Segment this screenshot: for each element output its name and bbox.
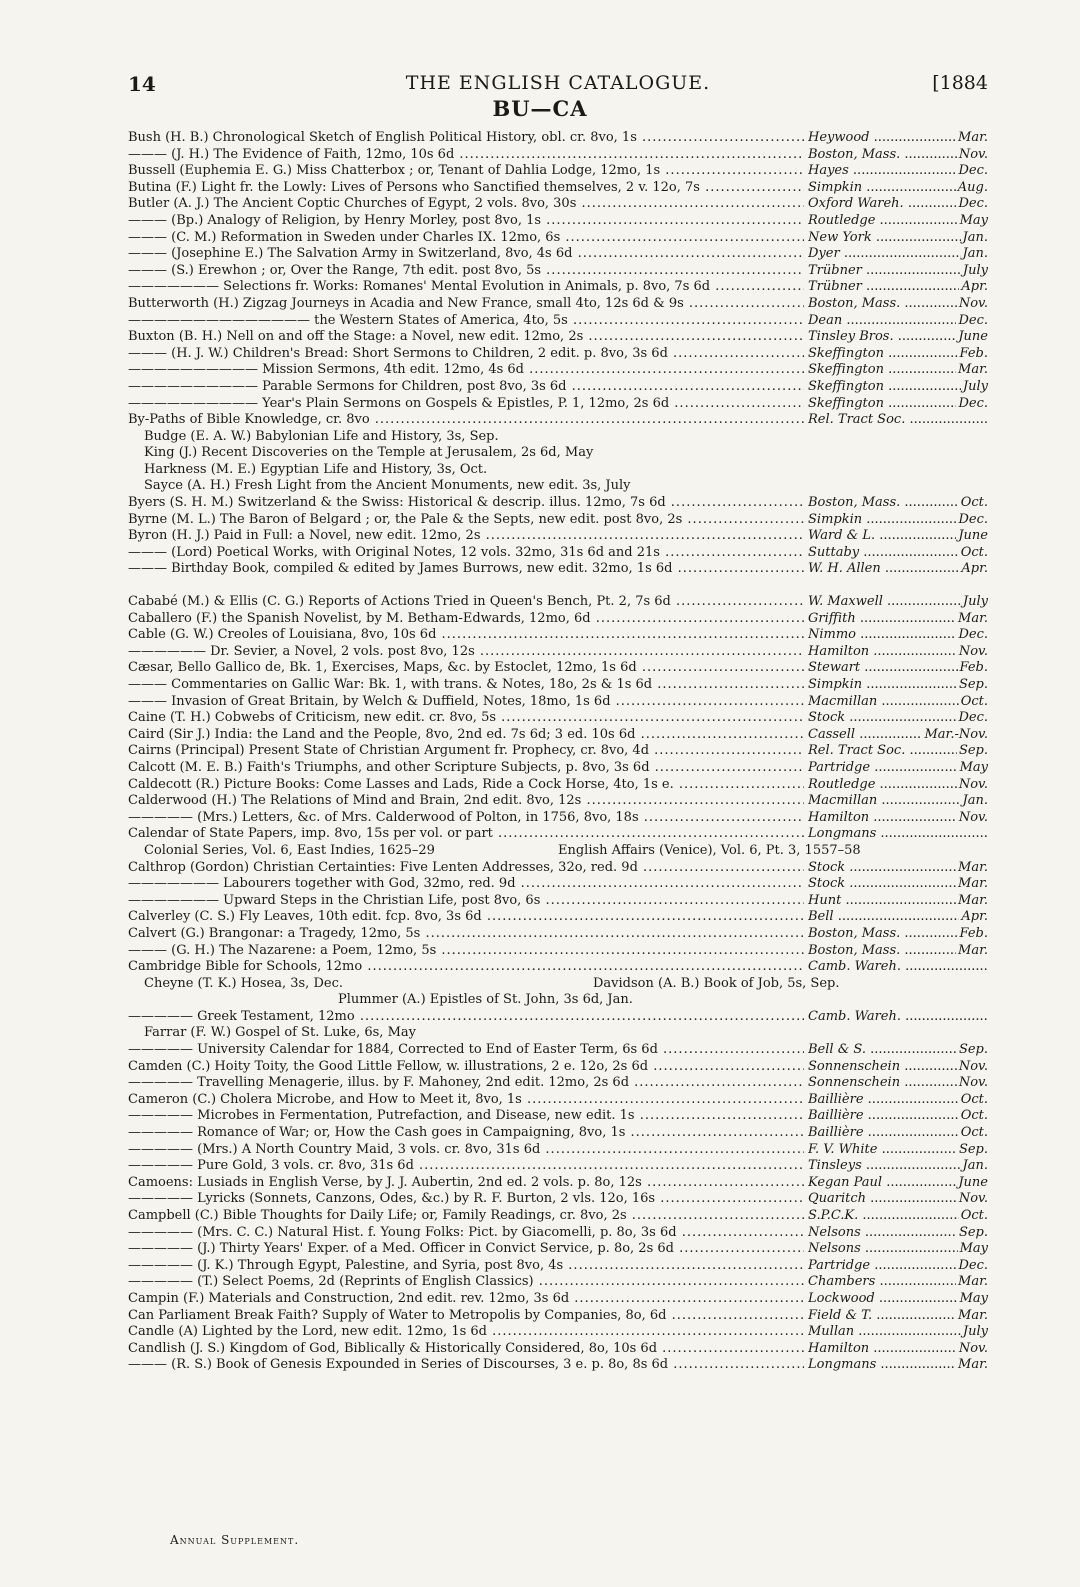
entry-title: ——— (S.) Erewhon ; or, Over the Range, 7th edit. post 8vo, 5s .....	[128, 263, 804, 280]
entry-publisher: Stock .....	[808, 860, 988, 877]
entry-month: Dec.	[958, 627, 988, 643]
entry-month: Nov.	[958, 643, 988, 659]
catalogue-entry	[128, 694, 988, 711]
entry-publisher: Bell .....	[808, 909, 988, 926]
catalogue-entry	[128, 1125, 988, 1142]
entry-title: —————— Dr. Sevier, a Novel, 2 vols. post 8vo, 12s .....	[128, 644, 804, 661]
entry-title: Caird (Sir J.) India: the Land and the People, 8vo, 2nd ed. 7s 6d; 3 ed. 10s 6d .....	[128, 727, 804, 744]
catalogue-entry	[128, 429, 988, 446]
entry-month: Jan.	[962, 1158, 988, 1174]
entry-month: May	[959, 1290, 988, 1306]
catalogue-entry	[128, 512, 988, 529]
entry-title: Candle (A) Lighted by the Lord, new edit. 12mo, 1s 6d .....	[128, 1324, 804, 1341]
entry-publisher: Hamilton .....	[808, 1341, 988, 1358]
catalogue-entry	[128, 130, 988, 147]
catalogue-entry	[128, 362, 988, 379]
entry-month: Mar.	[958, 1357, 988, 1373]
entry-publisher: Boston, Mass. .....	[808, 296, 988, 313]
entry-month: Oct.	[960, 1125, 988, 1141]
entry-month: July	[962, 1324, 988, 1340]
entry-title: ————— Microbes in Fermentation, Putrefaction, and Disease, new edit. 1s .....	[128, 1108, 804, 1125]
entry-publisher: Cassell .....	[808, 727, 988, 744]
sub-entry: Budge (E. A. W.) Babylonian Life and History, 3s, Sep.	[144, 428, 499, 444]
entry-title: Calthrop (Gordon) Christian Certainties: Five Lenten Addresses, 32o, red. 9d .....	[128, 860, 804, 877]
catalogue-entry	[128, 412, 988, 429]
entry-month: July	[962, 594, 988, 610]
catalogue-entry	[128, 329, 988, 346]
entry-title: Bush (H. B.) Chronological Sketch of English Political History, obl. cr. 8vo, 1s .....	[128, 130, 804, 147]
entry-title: Cambridge Bible for Schools, 12mo .....	[128, 959, 804, 976]
page-header	[128, 72, 988, 98]
entry-title: —————————————— the Western States of America, 4to, 5s .....	[128, 313, 804, 330]
entry-month: June	[958, 528, 988, 544]
entry-publisher: Hamilton .....	[808, 810, 988, 827]
entry-title: Bussell (Euphemia E. G.) Miss Chatterbox ; or, Tenant of Dahlia Lodge, 12mo, 1s .....	[128, 163, 804, 180]
entry-title: ————— (Mrs. C. C.) Natural Hist. f. Young Folks: Pict. by Giacomelli, p. 8o, 3s 6d .....	[128, 1225, 804, 1242]
entry-month: Mar.	[958, 892, 988, 908]
catalogue-entry	[128, 180, 988, 197]
entry-title: ————— University Calendar for 1884, Corrected to End of Easter Term, 6s 6d .....	[128, 1042, 804, 1059]
entry-publisher: Baillière .....	[808, 1108, 988, 1125]
catalogue-entry	[128, 147, 988, 164]
entry-list	[128, 130, 988, 1374]
entry-title: ————— Greek Testament, 12mo .....	[128, 1009, 804, 1026]
entry-title: ————— (Mrs.) A North Country Maid, 3 vols. cr. 8vo, 31s 6d .....	[128, 1142, 804, 1159]
sub-entry: Cheyne (T. K.) Hosea, 3s, Dec.	[144, 975, 343, 991]
catalogue-entry	[128, 909, 988, 926]
entry-title: Camoens: Lusiads in English Verse, by J. J. Aubertin, 2nd ed. 2 vols. p. 8o, 12s .....	[128, 1175, 804, 1192]
entry-publisher: Hayes .....	[808, 163, 988, 180]
section-heading: BU—CA	[492, 96, 588, 121]
entry-publisher: Oxford Wareh. .....	[808, 196, 988, 213]
entry-title: ————— Travelling Menagerie, illus. by F. Mahoney, 2nd edit. 12mo, 2s 6d .....	[128, 1075, 804, 1092]
catalogue-entry	[128, 1324, 988, 1341]
entry-publisher: W. Maxwell .....	[808, 594, 988, 611]
catalogue-entry	[128, 1042, 988, 1059]
entry-publisher: Kegan Paul .....	[808, 1175, 988, 1192]
entry-month: Mar.	[958, 362, 988, 378]
catalogue-entry	[128, 627, 988, 644]
catalogue-entry	[128, 893, 988, 910]
entry-month: Dec.	[958, 511, 988, 527]
entry-publisher: W. H. Allen .....	[808, 561, 988, 578]
entry-month: Mar.-Nov.	[924, 726, 988, 742]
entry-publisher: Camb. Wareh. .....	[808, 959, 988, 976]
entry-publisher: Baillière .....	[808, 1125, 988, 1142]
entry-month: Apr.	[961, 279, 988, 295]
entry-title: Calendar of State Papers, imp. 8vo, 15s per vol. or part .....	[128, 826, 804, 843]
entry-title: ————— Lyricks (Sonnets, Canzons, Odes, &c.) by R. F. Burton, 2 vls. 12o, 16s .....	[128, 1191, 804, 1208]
entry-publisher: Boston, Mass. .....	[808, 926, 988, 943]
entry-publisher: Stewart .....	[808, 660, 988, 677]
entry-month: Mar.	[958, 876, 988, 892]
entry-title: Campin (F.) Materials and Construction, 2nd edit. rev. 12mo, 3s 6d .....	[128, 1291, 804, 1308]
catalogue-entry	[128, 296, 988, 313]
entry-publisher: Longmans .....	[808, 1357, 988, 1374]
entry-publisher: Griffith .....	[808, 611, 988, 628]
entry-title: ————— Pure Gold, 3 vols. cr. 8vo, 31s 6d .....	[128, 1158, 804, 1175]
catalogue-entry	[128, 1092, 988, 1109]
entry-month: Jan.	[962, 229, 988, 245]
entry-title: —————————— Year's Plain Sermons on Gospels & Epistles, P. 1, 12mo, 2s 6d .....	[128, 396, 804, 413]
entry-month: Nov.	[958, 1340, 988, 1356]
sub-entry: Davidson (A. B.) Book of Job, 5s, Sep.	[593, 975, 840, 991]
entry-publisher: Boston, Mass. .....	[808, 943, 988, 960]
entry-publisher: Macmillan .....	[808, 694, 988, 711]
entry-month: Dec.	[958, 312, 988, 328]
catalogue-entry	[128, 230, 988, 247]
entry-title: Byron (H. J.) Paid in Full: a Novel, new edit. 12mo, 2s .....	[128, 528, 804, 545]
entry-title: Candlish (J. S.) Kingdom of God, Biblically & Historically Considered, 8o, 10s 6d .....	[128, 1341, 804, 1358]
entry-month: May	[959, 1241, 988, 1257]
catalogue-entry	[128, 777, 988, 794]
entry-title: Calderwood (H.) The Relations of Mind and Brain, 2nd edit. 8vo, 12s .....	[128, 793, 804, 810]
entry-title: ——— (C. M.) Reformation in Sweden under Charles IX. 12mo, 6s .....	[128, 230, 804, 247]
entry-month: Mar.	[958, 610, 988, 626]
entry-title: Campbell (C.) Bible Thoughts for Daily Life; or, Family Readings, cr. 8vo, 2s .....	[128, 1208, 804, 1225]
entry-publisher: Dyer .....	[808, 246, 988, 263]
catalogue-entry	[128, 743, 988, 760]
entry-month: Feb.	[959, 925, 988, 941]
catalogue-entry	[128, 1208, 988, 1225]
catalogue-entry	[128, 462, 988, 479]
entry-publisher: Lockwood .....	[808, 1291, 988, 1308]
catalogue-entry	[128, 346, 988, 363]
entry-month: July	[962, 378, 988, 394]
entry-month: June	[958, 329, 988, 345]
sub-entry: Plummer (A.) Epistles of St. John, 3s 6d, Jan.	[338, 992, 633, 1008]
entry-month: Mar.	[958, 1307, 988, 1323]
entry-title: Caballero (F.) the Spanish Novelist, by M. Betham-Edwards, 12mo, 6d .....	[128, 611, 804, 628]
sub-entry: Farrar (F. W.) Gospel of St. Luke, 6s, May	[144, 1025, 416, 1041]
catalogue-entry	[128, 594, 988, 611]
entry-publisher: Sonnenschein .....	[808, 1059, 988, 1076]
catalogue-entry	[128, 545, 988, 562]
entry-publisher: Nelsons .....	[808, 1241, 988, 1258]
entry-publisher: Skeffington .....	[808, 346, 988, 363]
entry-publisher: Longmans .....	[808, 826, 988, 843]
entry-month: Oct.	[960, 1091, 988, 1107]
entry-title: Cæsar, Bello Gallico de, Bk. 1, Exercises, Maps, &c. by Estoclet, 12mo, 1s 6d .....	[128, 660, 804, 677]
entry-title: ——————— Upward Steps in the Christian Life, post 8vo, 6s .....	[128, 893, 804, 910]
entry-title: ————— (J. K.) Through Egypt, Palestine, and Syria, post 8vo, 4s .....	[128, 1258, 804, 1275]
entry-month: Sep.	[958, 1141, 988, 1157]
entry-month: Jan.	[962, 246, 988, 262]
catalogue-entry	[128, 279, 988, 296]
entry-month: Sep.	[958, 1224, 988, 1240]
sub-entry: English Affairs (Venice), Vol. 6, Pt. 3, 1557–58	[558, 842, 861, 858]
entry-title: ——— (Lord) Poetical Works, with Original Notes, 12 vols. 32mo, 31s 6d and 21s .....	[128, 545, 804, 562]
entry-title: ——— (Bp.) Analogy of Religion, by Henry Morley, post 8vo, 1s .....	[128, 213, 804, 230]
entry-publisher: Camb. Wareh. .....	[808, 1009, 988, 1026]
entry-publisher: Rel. Tract Soc. .....	[808, 412, 988, 429]
catalogue-entry	[128, 1075, 988, 1092]
entry-month: Dec.	[958, 196, 988, 212]
entry-month: July	[962, 262, 988, 278]
entry-publisher: Simpkin .....	[808, 512, 988, 529]
entry-publisher: Stock .....	[808, 876, 988, 893]
catalogue-entry	[128, 926, 988, 943]
catalogue-entry	[128, 760, 988, 777]
entry-title: Cameron (C.) Cholera Microbe, and How to Meet it, 8vo, 1s .....	[128, 1092, 804, 1109]
catalogue-entry	[128, 561, 988, 578]
catalogue-entry	[128, 263, 988, 280]
catalogue-entry	[128, 1158, 988, 1175]
entry-title: ——— Invasion of Great Britain, by Welch & Duffield, Notes, 18mo, 1s 6d .....	[128, 694, 804, 711]
entry-publisher: Skeffington .....	[808, 396, 988, 413]
entry-publisher: Trübner .....	[808, 263, 988, 280]
entry-title: Caine (T. H.) Cobwebs of Criticism, new edit. cr. 8vo, 5s .....	[128, 710, 804, 727]
entry-publisher: Dean .....	[808, 313, 988, 330]
entry-publisher: Boston, Mass. .....	[808, 495, 988, 512]
entry-publisher: New York .....	[808, 230, 988, 247]
entry-title: ——— (Josephine E.) The Salvation Army in Switzerland, 8vo, 4s 6d .....	[128, 246, 804, 263]
catalogue-entry	[128, 313, 988, 330]
sub-entry: Colonial Series, Vol. 6, East Indies, 1625–29	[144, 842, 435, 858]
entry-month: Dec.	[958, 1257, 988, 1273]
entry-month: Nov.	[958, 809, 988, 825]
catalogue-entry	[128, 611, 988, 628]
entry-month: Dec.	[958, 395, 988, 411]
catalogue-entry	[128, 992, 988, 1009]
entry-publisher: Partridge .....	[808, 1258, 988, 1275]
entry-title: Buxton (B. H.) Nell on and off the Stage: a Novel, new edit. 12mo, 2s .....	[128, 329, 804, 346]
catalogue-entry	[128, 196, 988, 213]
catalogue-entry	[128, 1225, 988, 1242]
entry-title: ——— (H. J. W.) Children's Bread: Short Sermons to Children, 2 edit. p. 8vo, 3s 6d .....	[128, 346, 804, 363]
entry-title: Cababé (M.) & Ellis (C. G.) Reports of Actions Tried in Queen's Bench, Pt. 2, 7s 6d .....	[128, 594, 804, 611]
entry-publisher: Skeffington .....	[808, 379, 988, 396]
catalogue-entry	[128, 1009, 988, 1026]
catalogue-entry	[128, 793, 988, 810]
entry-title: ————— Romance of War; or, How the Cash goes in Campaigning, 8vo, 1s .....	[128, 1125, 804, 1142]
catalogue-entry	[128, 826, 988, 843]
entry-publisher: Nelsons .....	[808, 1225, 988, 1242]
catalogue-entry	[128, 1341, 988, 1358]
entry-publisher: Field & T. .....	[808, 1308, 988, 1325]
entry-month: Feb.	[959, 660, 988, 676]
catalogue-entry	[128, 379, 988, 396]
catalogue-entry	[128, 959, 988, 976]
entry-month: Oct.	[960, 1108, 988, 1124]
entry-title: Can Parliament Break Faith? Supply of Water to Metropolis by Companies, 8o, 6d .....	[128, 1308, 804, 1325]
entry-publisher: F. V. White .....	[808, 1142, 988, 1159]
entry-title: —————————— Mission Sermons, 4th edit. 12mo, 4s 6d .....	[128, 362, 804, 379]
entry-month: Sep.	[958, 1042, 988, 1058]
entry-month: Nov.	[958, 146, 988, 162]
entry-publisher: Stock .....	[808, 710, 988, 727]
entry-publisher: Hunt .....	[808, 893, 988, 910]
sub-entry: King (J.) Recent Discoveries on the Temple at Jerusalem, 2s 6d, May	[144, 445, 594, 461]
entry-title: ——————— Selections fr. Works: Romanes' Mental Evolution in Animals, p. 8vo, 7s 6d .....	[128, 279, 804, 296]
catalogue-entry	[128, 810, 988, 827]
entry-title: Byrne (M. L.) The Baron of Belgard ; or, the Pale & the Septs, new edit. post 8vo, 2s .....	[128, 512, 804, 529]
entry-title: ——— Commentaries on Gallic War: Bk. 1, with trans. & Notes, 18o, 2s & 1s 6d .....	[128, 677, 804, 694]
entry-publisher: S.P.C.K. .....	[808, 1208, 988, 1225]
catalogue-entry	[128, 843, 988, 860]
catalogue-entry	[128, 1191, 988, 1208]
entry-month: Mar.	[958, 942, 988, 958]
entry-month: Apr.	[961, 561, 988, 577]
catalogue-entry	[128, 976, 988, 993]
page-number: 14	[128, 72, 156, 96]
entry-publisher: Boston, Mass. .....	[808, 147, 988, 164]
entry-title: —————————— Parable Sermons for Children, post 8vo, 3s 6d .....	[128, 379, 804, 396]
entry-publisher: Macmillan .....	[808, 793, 988, 810]
entry-month: Nov.	[958, 1075, 988, 1091]
entry-publisher: Ward & L. .....	[808, 528, 988, 545]
catalogue-entry	[128, 1357, 988, 1374]
catalogue-entry	[128, 1175, 988, 1192]
entry-month: Nov.	[958, 1058, 988, 1074]
entry-publisher: Suttaby .....	[808, 545, 988, 562]
entry-month: Apr.	[961, 909, 988, 925]
catalogue-entry	[128, 1025, 988, 1042]
entry-title: Calcott (M. E. B.) Faith's Triumphs, and other Scripture Subjects, p. 8vo, 3s 6d .....	[128, 760, 804, 777]
entry-title: ——— (R. S.) Book of Genesis Expounded in Series of Discourses, 3 e. p. 8o, 8s 6d .....	[128, 1357, 804, 1374]
catalogue-entry	[128, 727, 988, 744]
running-title: THE ENGLISH CATALOGUE.	[405, 72, 711, 94]
entry-publisher: Rel. Tract Soc. .....	[808, 743, 988, 760]
entry-month: Feb.	[959, 345, 988, 361]
entry-title: Butler (A. J.) The Ancient Coptic Churches of Egypt, 2 vols. 8vo, 30s .....	[128, 196, 804, 213]
entry-title: ——————— Labourers together with God, 32mo, red. 9d .....	[128, 876, 804, 893]
catalogue-entry	[128, 943, 988, 960]
entry-month: Aug.	[957, 179, 988, 195]
catalogue-entry	[128, 1108, 988, 1125]
entry-month: Oct.	[960, 693, 988, 709]
entry-month: Nov.	[958, 295, 988, 311]
entry-title: Caldecott (R.) Picture Books: Come Lasses and Lads, Ride a Cock Horse, 4to, 1s e. .....	[128, 777, 804, 794]
entry-month: Oct.	[960, 544, 988, 560]
entry-title: ————— (Mrs.) Letters, &c. of Mrs. Calderwood of Polton, in 1756, 8vo, 18s .....	[128, 810, 804, 827]
entry-publisher: Hamilton .....	[808, 644, 988, 661]
catalogue-entry	[128, 677, 988, 694]
catalogue-entry	[128, 1291, 988, 1308]
entry-month: Sep.	[958, 743, 988, 759]
entry-publisher: Sonnenschein .....	[808, 1075, 988, 1092]
sub-entry: Sayce (A. H.) Fresh Light from the Ancient Monuments, new edit. 3s, July	[144, 478, 631, 494]
entry-month: Jan.	[962, 793, 988, 809]
entry-month: May	[959, 212, 988, 228]
entry-month: Mar.	[958, 1274, 988, 1290]
catalogue-entry	[128, 1258, 988, 1275]
entry-title: ——— (G. H.) The Nazarene: a Poem, 12mo, 5s .....	[128, 943, 804, 960]
catalogue-entry	[128, 660, 988, 677]
year-label: [1884	[932, 72, 988, 94]
entry-publisher: Tinsley Bros. .....	[808, 329, 988, 346]
entry-title: Byers (S. H. M.) Switzerland & the Swiss: Historical & descrip. illus. 12mo, 7s 6d .....	[128, 495, 804, 512]
catalogue-entry	[128, 1059, 988, 1076]
entry-title: Butterworth (H.) Zigzag Journeys in Acadia and New France, small 4to, 12s 6d & 9s .....	[128, 296, 804, 313]
entry-month: Dec.	[958, 710, 988, 726]
catalogue-entry	[128, 1274, 988, 1291]
entry-publisher: Tinsleys .....	[808, 1158, 988, 1175]
sub-entry: Harkness (M. E.) Egyptian Life and History, 3s, Oct.	[144, 461, 488, 477]
entry-publisher: Simpkin .....	[808, 677, 988, 694]
catalogue-entry	[128, 396, 988, 413]
catalogue-entry	[128, 445, 988, 462]
entry-month: Sep.	[958, 677, 988, 692]
entry-month: Nov.	[958, 1191, 988, 1207]
entry-month: Dec.	[958, 163, 988, 179]
entry-title: Calvert (G.) Brangonar: a Tragedy, 12mo, 5s .....	[128, 926, 804, 943]
entry-publisher: Routledge .....	[808, 777, 988, 794]
catalogue-entry	[128, 1241, 988, 1258]
entry-title: Cairns (Principal) Present State of Christian Argument fr. Prophecy, cr. 8vo, 4d .....	[128, 743, 804, 760]
entry-month: Oct.	[960, 1208, 988, 1223]
catalogue-entry	[128, 1142, 988, 1159]
catalogue-entry	[128, 860, 988, 877]
entry-title: Calverley (C. S.) Fly Leaves, 10th edit. fcp. 8vo, 3s 6d .....	[128, 909, 804, 926]
entry-month: Oct.	[960, 495, 988, 511]
entry-title: Camden (C.) Hoity Toity, the Good Little Fellow, w. illustrations, 2 e. 12o, 2s 6d .....	[128, 1059, 804, 1076]
entry-title: Butina (F.) Light fr. the Lowly: Lives of Persons who Sanctified themselves, 2 v. 12o, 7s .....	[128, 180, 804, 197]
catalogue-entry	[128, 213, 988, 230]
entry-publisher: Baillière .....	[808, 1092, 988, 1109]
entry-publisher: Heywood .....	[808, 130, 988, 147]
entry-publisher: Partridge .....	[808, 760, 988, 777]
entry-publisher: Routledge .....	[808, 213, 988, 230]
entry-title: ——— (J. H.) The Evidence of Faith, 12mo, 10s 6d .....	[128, 147, 804, 164]
catalogue-entry	[128, 644, 988, 661]
entry-publisher: Mullan .....	[808, 1324, 988, 1341]
catalogue-entry	[128, 163, 988, 180]
entry-title: By-Paths of Bible Knowledge, cr. 8vo .....	[128, 412, 804, 429]
entry-month: Nov.	[958, 776, 988, 792]
entry-publisher: Nimmo .....	[808, 627, 988, 644]
entry-title: Cable (G. W.) Creoles of Louisiana, 8vo, 10s 6d .....	[128, 627, 804, 644]
entry-publisher: Simpkin .....	[808, 180, 988, 197]
entry-month: Mar.	[958, 130, 988, 145]
entry-publisher: Skeffington .....	[808, 362, 988, 379]
footer-signature: Annual Supplement.	[170, 1533, 300, 1547]
catalogue-entry	[128, 876, 988, 893]
entry-publisher: Chambers .....	[808, 1274, 988, 1291]
catalogue-entry	[128, 1308, 988, 1325]
catalogue-entry	[128, 710, 988, 727]
catalogue-entry	[128, 495, 988, 512]
catalogue-entry	[128, 528, 988, 545]
entry-title: ————— (T.) Select Poems, 2d (Reprints of English Classics) .....	[128, 1274, 804, 1291]
entry-month: June	[958, 1174, 988, 1190]
entry-month: May	[959, 759, 988, 775]
entry-title: ——— Birthday Book, compiled & edited by James Burrows, new edit. 32mo, 1s 6d .....	[128, 561, 804, 578]
entry-publisher: Quaritch .....	[808, 1191, 988, 1208]
entry-publisher: Bell & S. .....	[808, 1042, 988, 1059]
entry-publisher: Trübner .....	[808, 279, 988, 296]
entry-title: ————— (J.) Thirty Years' Exper. of a Med. Officer in Convict Service, p. 8o, 2s 6d .....	[128, 1241, 804, 1258]
catalogue-entry	[128, 246, 988, 263]
entry-month: Mar.	[958, 859, 988, 875]
catalogue-entry	[128, 478, 988, 495]
